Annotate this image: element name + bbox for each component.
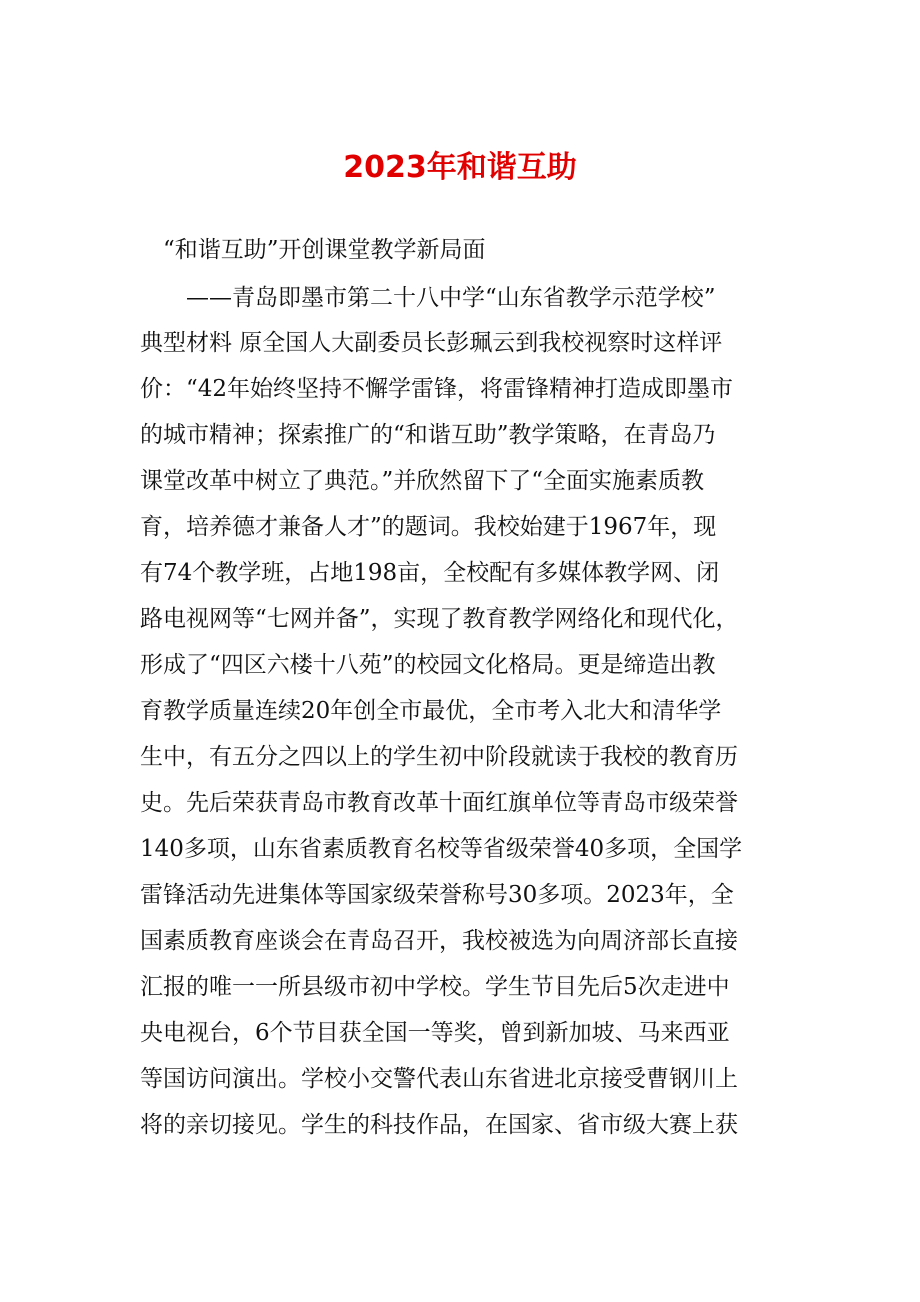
body-line: 将的亲切接见。学生的科技作品，在国家、省市级大赛上获	[140, 1112, 738, 1138]
body-line: 雷锋活动先进集体等国家级荣誉称号30多项。2023年，全	[140, 882, 734, 908]
body-line: 汇报的唯一一所县级市初中学校。学生节目先后5次走进中	[140, 974, 730, 1000]
body-line: 价：“42年始终坚持不懈学雷锋，将雷锋精神打造成即墨市	[140, 376, 734, 402]
body-line: 路电视网等“七网并备”，实现了教育教学网络化和现代化，	[140, 606, 739, 632]
document-title: 2023年和谐互助	[343, 150, 577, 185]
body-line: 有74个教学班，占地198亩，全校配有多媒体教学网、闭	[140, 560, 720, 586]
body-line: 史。先后荣获青岛市教育改革十面红旗单位等青岛市级荣誉	[140, 790, 738, 816]
body-line: 典型材料 原全国人大副委员长彭珮云到我校视察时这样评	[140, 330, 723, 356]
body-line: 育教学质量连续20年创全市最优，全市考入北大和清华学	[140, 698, 722, 724]
body-line: ——青岛即墨市第二十八中学“山东省教学示范学校”	[140, 285, 716, 311]
body-line: 形成了“四区六楼十八苑”的校园文化格局。更是缔造出教	[140, 652, 716, 678]
body-line: 等国访问演出。学校小交警代表山东省进北京接受曹钢川上	[140, 1066, 738, 1092]
body-line: 育，培养德才兼备人才”的题词。我校始建于1967年，现	[140, 514, 717, 540]
body-line: 国素质教育座谈会在青岛召开，我校被选为向周济部长直接	[140, 928, 738, 954]
body-line: 生中，有五分之四以上的学生初中阶段就读于我校的教育历	[140, 744, 738, 770]
body-line: 课堂改革中树立了典范。”并欣然留下了“全面实施素质教	[140, 468, 705, 494]
body-line: 央电视台，6个节目获全国一等奖，曾到新加坡、马来西亚	[140, 1020, 730, 1046]
body-line: 140多项，山东省素质教育名校等省级荣誉40多项，全国学	[140, 836, 743, 862]
body-line: 的城市精神；探索推广的“和谐互助”教学策略，在青岛乃	[140, 422, 716, 448]
body-line: “和谐互助”开创课堂教学新局面	[140, 237, 486, 263]
